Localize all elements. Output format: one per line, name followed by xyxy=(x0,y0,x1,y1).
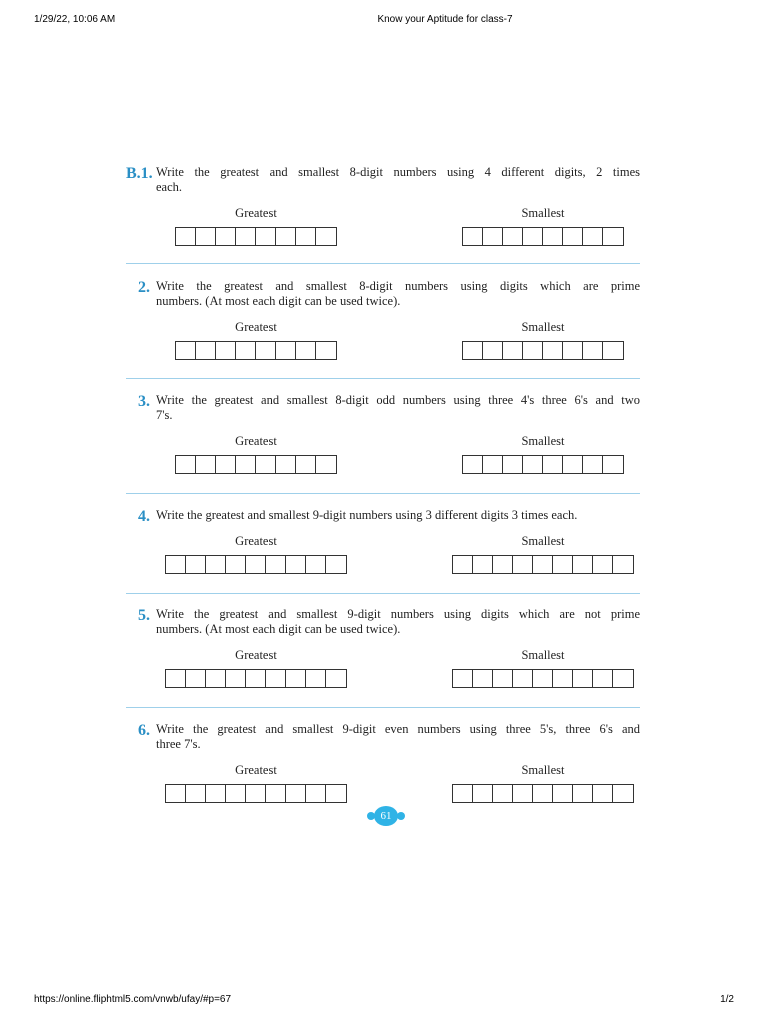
greatest-digit-boxes xyxy=(175,455,337,474)
smallest-digit-box[interactable] xyxy=(503,342,523,359)
smallest-digit-box[interactable] xyxy=(473,556,493,573)
greatest-label: Greatest xyxy=(235,763,277,777)
smallest-digit-box[interactable] xyxy=(523,456,543,473)
greatest-digit-box[interactable] xyxy=(286,670,306,687)
smallest-digit-box[interactable] xyxy=(513,670,533,687)
greatest-digit-box[interactable] xyxy=(176,228,196,245)
greatest-digit-box[interactable] xyxy=(236,228,256,245)
greatest-digit-box[interactable] xyxy=(266,670,286,687)
greatest-digit-box[interactable] xyxy=(206,556,226,573)
greatest-digit-box[interactable] xyxy=(296,342,316,359)
smallest-digit-box[interactable] xyxy=(543,456,563,473)
smallest-digit-box[interactable] xyxy=(593,556,613,573)
smallest-digit-box[interactable] xyxy=(603,456,623,473)
greatest-digit-box[interactable] xyxy=(166,670,186,687)
smallest-digit-box[interactable] xyxy=(593,670,613,687)
greatest-digit-box[interactable] xyxy=(216,342,236,359)
print-header xyxy=(0,14,768,28)
greatest-digit-box[interactable] xyxy=(236,342,256,359)
smallest-digit-box[interactable] xyxy=(483,342,503,359)
greatest-label: Greatest xyxy=(235,534,277,548)
greatest-digit-box[interactable] xyxy=(196,456,216,473)
smallest-digit-box[interactable] xyxy=(573,785,593,802)
print-page-count: 1/2 xyxy=(720,994,734,1005)
smallest-digit-box[interactable] xyxy=(553,785,573,802)
smallest-digit-box[interactable] xyxy=(493,556,513,573)
question-text-line: 7's. xyxy=(156,408,173,422)
section-divider xyxy=(126,493,640,494)
greatest-digit-box[interactable] xyxy=(176,456,196,473)
greatest-digit-box[interactable] xyxy=(226,785,246,802)
question-text-line: Write the greatest and smallest 9-digit even numbers using three 5's, three 6's and xyxy=(156,722,640,736)
question-text-line: Write the greatest and smallest 8-digit numbers using 4 different digits, 2 times xyxy=(156,165,640,179)
smallest-digit-box[interactable] xyxy=(463,456,483,473)
greatest-digit-box[interactable] xyxy=(306,670,326,687)
smallest-digit-box[interactable] xyxy=(523,228,543,245)
smallest-digit-boxes xyxy=(452,555,634,574)
greatest-digit-box[interactable] xyxy=(256,456,276,473)
page-number-badge xyxy=(367,806,405,826)
smallest-digit-box[interactable] xyxy=(553,670,573,687)
smallest-digit-box[interactable] xyxy=(533,556,553,573)
greatest-digit-boxes xyxy=(165,669,347,688)
greatest-label: Greatest xyxy=(235,320,277,334)
greatest-digit-box[interactable] xyxy=(326,670,346,687)
question-number: 6. xyxy=(138,722,150,739)
greatest-digit-boxes xyxy=(175,227,337,246)
smallest-digit-box[interactable] xyxy=(453,670,473,687)
smallest-label: Smallest xyxy=(521,320,565,334)
question-number: B.1. xyxy=(126,165,153,182)
smallest-label: Smallest xyxy=(521,763,565,777)
section-divider xyxy=(126,378,640,379)
smallest-digit-box[interactable] xyxy=(613,670,633,687)
smallest-digit-box[interactable] xyxy=(463,342,483,359)
greatest-label: Greatest xyxy=(235,206,277,220)
smallest-digit-box[interactable] xyxy=(533,670,553,687)
greatest-digit-box[interactable] xyxy=(206,785,226,802)
question-text-line: Write the greatest and smallest 8-digit numbers using digits which are prime xyxy=(156,279,640,293)
smallest-digit-box[interactable] xyxy=(493,670,513,687)
greatest-digit-box[interactable] xyxy=(286,556,306,573)
question-number: 3. xyxy=(138,393,150,410)
section-divider xyxy=(126,263,640,264)
question-number: 2. xyxy=(138,279,150,296)
greatest-label: Greatest xyxy=(235,648,277,662)
greatest-digit-box[interactable] xyxy=(276,228,296,245)
smallest-digit-boxes xyxy=(462,341,624,360)
smallest-label: Smallest xyxy=(521,206,565,220)
greatest-digit-box[interactable] xyxy=(176,342,196,359)
greatest-digit-box[interactable] xyxy=(256,342,276,359)
smallest-digit-boxes xyxy=(452,669,634,688)
print-datetime: 1/29/22, 10:06 AM xyxy=(34,14,116,25)
greatest-digit-box[interactable] xyxy=(276,342,296,359)
print-footer xyxy=(0,994,768,1008)
question-text-line: three 7's. xyxy=(156,737,201,751)
greatest-digit-box[interactable] xyxy=(216,456,236,473)
smallest-digit-box[interactable] xyxy=(543,228,563,245)
greatest-digit-box[interactable] xyxy=(246,785,266,802)
greatest-digit-box[interactable] xyxy=(196,228,216,245)
smallest-digit-box[interactable] xyxy=(463,228,483,245)
smallest-digit-box[interactable] xyxy=(483,228,503,245)
smallest-digit-box[interactable] xyxy=(533,785,553,802)
smallest-digit-box[interactable] xyxy=(523,342,543,359)
greatest-digit-box[interactable] xyxy=(306,785,326,802)
smallest-digit-box[interactable] xyxy=(603,342,623,359)
greatest-digit-box[interactable] xyxy=(276,456,296,473)
greatest-digit-boxes xyxy=(175,341,337,360)
smallest-digit-box[interactable] xyxy=(513,556,533,573)
section-divider xyxy=(126,707,640,708)
greatest-digit-box[interactable] xyxy=(266,556,286,573)
section-divider xyxy=(126,593,640,594)
question-text-line: numbers. (At most each digit can be used twice). xyxy=(156,622,401,636)
print-url: https://online.fliphtml5.com/vnwb/ufay/#p=67 xyxy=(34,994,232,1005)
question-text-line: Write the greatest and smallest 8-digit odd numbers using three 4's three 6's and two xyxy=(156,393,640,407)
smallest-digit-box[interactable] xyxy=(563,228,583,245)
greatest-digit-box[interactable] xyxy=(296,228,316,245)
greatest-digit-box[interactable] xyxy=(186,556,206,573)
smallest-digit-box[interactable] xyxy=(573,556,593,573)
greatest-digit-box[interactable] xyxy=(226,556,246,573)
smallest-digit-box[interactable] xyxy=(583,228,603,245)
greatest-digit-boxes xyxy=(165,555,347,574)
greatest-digit-box[interactable] xyxy=(316,456,336,473)
greatest-digit-box[interactable] xyxy=(266,785,286,802)
smallest-digit-box[interactable] xyxy=(453,556,473,573)
smallest-digit-box[interactable] xyxy=(483,456,503,473)
greatest-digit-box[interactable] xyxy=(206,670,226,687)
greatest-digit-box[interactable] xyxy=(326,556,346,573)
question-number: 4. xyxy=(138,508,150,525)
greatest-digit-box[interactable] xyxy=(316,228,336,245)
greatest-digit-box[interactable] xyxy=(166,785,186,802)
page-number: 61 xyxy=(374,806,398,826)
smallest-digit-box[interactable] xyxy=(583,456,603,473)
smallest-digit-box[interactable] xyxy=(553,556,573,573)
greatest-digit-box[interactable] xyxy=(236,456,256,473)
greatest-digit-box[interactable] xyxy=(256,228,276,245)
smallest-digit-box[interactable] xyxy=(473,670,493,687)
smallest-label: Smallest xyxy=(521,434,565,448)
smallest-digit-boxes xyxy=(462,227,624,246)
greatest-digit-box[interactable] xyxy=(296,456,316,473)
print-title: Know your Aptitude for class-7 xyxy=(377,14,513,25)
greatest-digit-box[interactable] xyxy=(306,556,326,573)
smallest-digit-box[interactable] xyxy=(493,785,513,802)
greatest-digit-box[interactable] xyxy=(286,785,306,802)
greatest-digit-box[interactable] xyxy=(216,228,236,245)
smallest-digit-box[interactable] xyxy=(563,456,583,473)
greatest-digit-box[interactable] xyxy=(226,670,246,687)
smallest-digit-box[interactable] xyxy=(563,342,583,359)
smallest-digit-box[interactable] xyxy=(613,785,633,802)
smallest-digit-box[interactable] xyxy=(613,556,633,573)
smallest-digit-box[interactable] xyxy=(603,228,623,245)
question-text-line: Write the greatest and smallest 9-digit numbers using 3 different digits 3 times each. xyxy=(156,508,578,522)
smallest-digit-box[interactable] xyxy=(453,785,473,802)
greatest-digit-box[interactable] xyxy=(246,556,266,573)
greatest-digit-box[interactable] xyxy=(186,670,206,687)
smallest-digit-boxes xyxy=(452,784,634,803)
smallest-digit-box[interactable] xyxy=(573,670,593,687)
smallest-digit-box[interactable] xyxy=(513,785,533,802)
greatest-digit-box[interactable] xyxy=(316,342,336,359)
greatest-digit-box[interactable] xyxy=(196,342,216,359)
smallest-label: Smallest xyxy=(521,534,565,548)
smallest-label: Smallest xyxy=(521,648,565,662)
smallest-digit-box[interactable] xyxy=(543,342,563,359)
smallest-digit-box[interactable] xyxy=(503,228,523,245)
greatest-digit-box[interactable] xyxy=(326,785,346,802)
smallest-digit-box[interactable] xyxy=(593,785,613,802)
badge-dot-right xyxy=(397,812,405,820)
smallest-digit-boxes xyxy=(462,455,624,474)
greatest-digit-box[interactable] xyxy=(166,556,186,573)
greatest-digit-box[interactable] xyxy=(246,670,266,687)
question-text-line: numbers. (At most each digit can be used twice). xyxy=(156,294,401,308)
question-text-line: Write the greatest and smallest 9-digit numbers using digits which are not prime xyxy=(156,607,640,621)
smallest-digit-box[interactable] xyxy=(473,785,493,802)
greatest-label: Greatest xyxy=(235,434,277,448)
greatest-digit-boxes xyxy=(165,784,347,803)
smallest-digit-box[interactable] xyxy=(503,456,523,473)
question-number: 5. xyxy=(138,607,150,624)
question-text-line: each. xyxy=(156,180,183,194)
smallest-digit-box[interactable] xyxy=(583,342,603,359)
greatest-digit-box[interactable] xyxy=(186,785,206,802)
